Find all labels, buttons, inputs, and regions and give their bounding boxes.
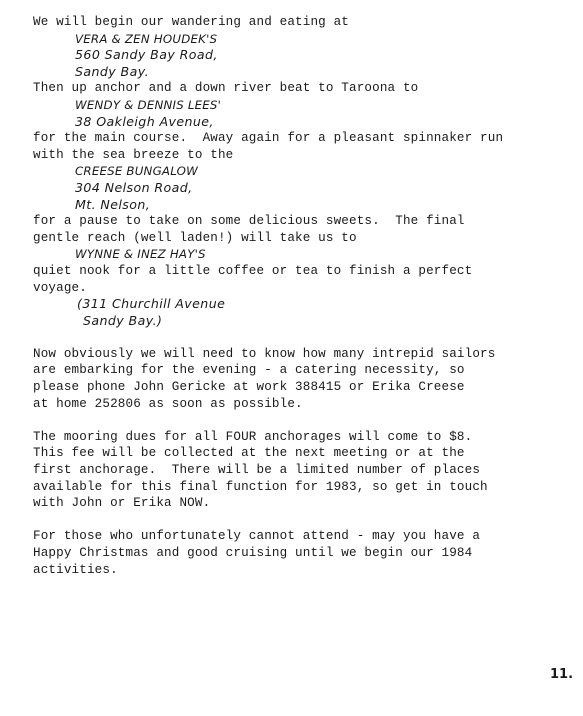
- text-line: The mooring dues for all FOUR anchorages will come to $8.: [33, 429, 473, 444]
- letter-body: [33, 14, 573, 578]
- text-line: first anchorage. There will be a limited number of places: [33, 463, 481, 478]
- stop-name: VERA & ZEN HOUDEK'S: [75, 31, 218, 46]
- text-line: Happy Christmas and good cruising until we begin our 1984: [33, 546, 473, 560]
- text-line: with John or Erika NOW.: [33, 496, 211, 511]
- text-line: voyage.: [33, 280, 87, 295]
- text-line: quiet nook for a little coffee or tea to finish a perfect: [33, 263, 473, 278]
- stop-name: WYNNE & INEZ HAY'S: [75, 247, 206, 262]
- text-line: with the sea breeze to the: [33, 147, 234, 162]
- text-line: for a pause to take on some delicious sweets. The final: [33, 214, 465, 229]
- text-line: at home 252806 as soon as possible.: [33, 396, 303, 411]
- paragraph-gap: [33, 329, 573, 346]
- text-line: for the main course. Away again for a pleasant spinnaker run: [33, 131, 504, 146]
- stop-name: WENDY & DENNIS LEES': [75, 97, 222, 112]
- text-line: Now obviously we will need to know how many intrepid sailors: [33, 346, 496, 361]
- stop-address: (311 Churchill Avenue: [77, 296, 226, 312]
- text-line: please phone John Gericke at work 388415 or Erika Creese: [33, 380, 465, 395]
- text-line: This fee will be collected at the next meeting or at the: [33, 446, 465, 461]
- stop-address: 304 Nelson Road,: [75, 179, 193, 195]
- stop-address: 38 Oakleigh Avenue,: [75, 113, 214, 129]
- stop-address: 560 Sandy Bay Road,: [75, 47, 218, 63]
- text-line: gentle reach (well laden!) will take us to: [33, 230, 357, 245]
- stop-name: CREESE BUNGALOW: [75, 164, 198, 179]
- paragraph-gap: [33, 412, 573, 429]
- page-number: 11.: [550, 667, 574, 682]
- text-line: Then up anchor and a down river beat to Taroona to: [33, 81, 419, 96]
- text-line: activities.: [33, 562, 118, 577]
- text-line: available for this final function for 1983, so get in touch: [33, 479, 488, 494]
- stop-address: Sandy Bay.): [83, 312, 163, 328]
- paragraph-gap: [33, 512, 573, 529]
- text-line: are embarking for the evening - a catering necessity, so: [33, 363, 465, 378]
- text-line: We will begin our wandering and eating at: [33, 15, 350, 29]
- stop-address: Sandy Bay.: [75, 63, 149, 79]
- stop-address: Mt. Nelson,: [75, 196, 151, 212]
- text-line: For those who unfortunately cannot attend - may you have a: [33, 529, 481, 544]
